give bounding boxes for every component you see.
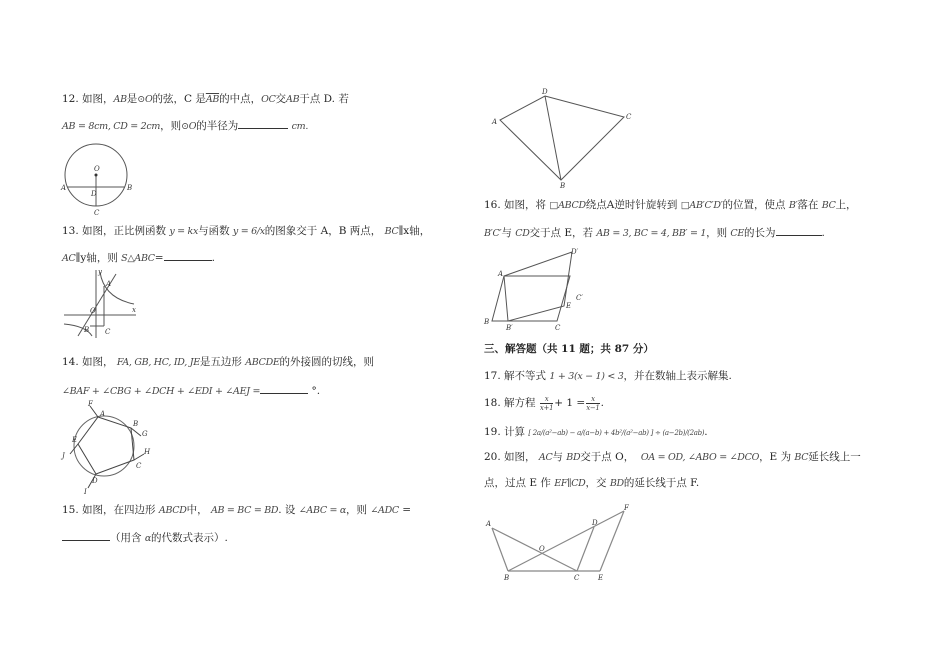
q14-text: 的外接圆的切线，则 [279,356,375,368]
fraction-denominator: x+1 [539,403,554,412]
q16-text: 落在 [797,199,819,211]
q13-text: ∥y轴，则 [75,252,118,264]
label-c-prime: C′ [576,294,583,302]
q15-math: AB = BC = BD [210,505,279,516]
circumcircle [74,416,134,476]
q15-math: ∠ADC [370,505,399,516]
q12-line1 [62,92,349,107]
q15-line1 [62,503,411,518]
label-f: F [624,504,629,512]
label-f: F [88,400,93,408]
q13-text: ∥x轴， [398,225,431,237]
label-a: A [492,118,498,126]
q20-text: ，E 为 [759,451,792,463]
label-o: O [539,545,545,553]
fraction-numerator: x [586,395,599,404]
q20-number: 20. 如图， [484,451,536,463]
q16-text: 上， [835,199,857,211]
q12-number: 12. 如图， [62,93,114,105]
q12-math: AB [286,94,300,105]
label-a: A [106,280,112,288]
label-e: E [598,574,604,582]
segment-bf [508,511,624,571]
q13-text: 的图象交于 A，B 两点， [264,225,382,237]
q14-math: ABCDE [245,357,280,368]
label-j: J [62,452,65,460]
q17-number: 17. 解不等式 [484,370,547,382]
q15-text: 中， [186,504,208,516]
q18-fraction-1 [540,395,553,412]
q13-number: 13. 如图，正比例函数 [62,225,167,237]
q16-number: 16. 如图，将 [484,199,547,211]
label-o: O [90,307,96,315]
label-c: C [136,462,142,470]
q19-line [484,425,708,440]
q12-circle-figure [58,140,138,220]
section-heading: 三、解答题（共 11 题；共 87 分） [484,343,654,355]
q14-pentagon-figure [58,402,154,494]
q14-line2 [62,383,320,399]
q16-math: □ABCD [549,200,586,211]
label-a: A [61,184,67,192]
q13-line2 [62,250,215,266]
label-c: C [626,113,632,121]
q20-line1 [484,450,861,465]
q12-math: AB = 8cm, CD = 2cm [62,121,161,132]
q15-text: （用含 [110,532,142,544]
q13-math: AC [62,253,76,264]
q16-math: B′C′ [484,228,502,239]
q13-graph-figure [60,268,140,340]
q14-math: FA, GB, HC, ID, JE [116,357,200,368]
q14-text: 是五边形 [199,356,242,368]
q20-text: 的延长线于点 F. [623,477,700,489]
q20-text: 点，过点 E 作 [484,477,551,489]
q15-text: . 设 [278,504,296,516]
tangent-gb [131,428,141,436]
q15-math: ∠ABC = α [298,505,347,516]
q18-end: . [600,397,604,409]
q15-line2 [62,530,228,546]
q12-text: 于点 D. 若 [299,93,349,105]
q13-text: = [154,252,164,264]
label-d: D [542,88,548,96]
q20-text: ，交 [585,477,607,489]
q12-unit: cm. [291,121,309,132]
segment-ef [600,511,624,571]
q13-math: BC [384,226,399,237]
q12-text: 交 [275,93,287,105]
q18-line [484,394,604,412]
label-d: D [92,477,98,485]
q12-text: 的半径为 [196,120,239,132]
q13-math: y = 6/x [232,226,265,237]
q13-math: y = kx [169,226,199,237]
q16-text: 绕点A逆时针旋转到 [585,199,678,211]
q16-parallelogram-figure [482,246,594,336]
q13-line1 [62,224,430,239]
parallelogram-ab-c-d [504,252,572,321]
q18-text: + 1 = [554,397,586,409]
q19-end: . [704,426,708,438]
label-b: B [133,420,139,428]
q20-figure [484,500,634,584]
q15-text: ，则 [346,504,368,516]
label-d: D [592,519,598,527]
q14-end: °. [311,385,321,397]
label-d-prime: D′ [571,248,579,256]
q15-number: 15. 如图，在四边形 [62,504,156,516]
label-g: G [142,430,148,438]
label-a: A [100,410,106,418]
label-i: I [84,488,87,496]
q12-text: 的中点， [219,93,262,105]
q15-math: α [144,533,151,544]
label-b: B [84,326,90,334]
diagonal-bd [545,96,561,180]
label-a: A [498,270,504,278]
q12-math: ⊙O [181,121,197,132]
label-b-prime: B′ [506,324,513,332]
q16-text: 的长为 [744,227,776,239]
q15-quadrilateral-figure [486,86,636,190]
fraction-numerator: x [540,395,553,404]
q16-text: 的位置，使点 [722,199,786,211]
q12-text: 的弦，C 是 [152,93,206,105]
q18-number: 18. 解方程 [484,397,536,409]
label-e: E [566,302,572,310]
q20-math: AC [538,452,553,463]
q19-math: [ 2a/(a²−ab) − a/(a−b) + 4b²/(a²−ab) ] ÷ (a−2b)/(2ab) [528,429,705,437]
q12-line2 [62,118,308,134]
q20-text: 交于点 O， [580,451,635,463]
q17-text: ，并在数轴上表示解集. [623,370,732,382]
q15-math: ABCD [158,505,187,516]
label-e: E [72,436,78,444]
label-c: C [555,324,561,332]
label-b: B [504,574,510,582]
label-x: x [132,306,136,314]
label-o: O [94,165,100,173]
q13-end: . [211,252,215,264]
q20-math: OA = OD, ∠ABO = ∠DCO [640,452,760,463]
label-c: C [105,328,111,336]
label-b: B [484,318,490,326]
q15-text: 的代数式表示）. [150,532,228,544]
q13-text: 与函数 [198,225,230,237]
label-d: D [91,190,97,198]
q20-line2 [484,476,699,491]
tangent-hc [134,454,144,460]
q12-text: 是 [126,93,138,105]
label-b: B [127,184,133,192]
label-c: C [574,574,580,582]
q16-math: AB = 3, BC = 4, BB′ = 1 [596,228,707,239]
q15-answer-blank [62,530,110,541]
q12-math: OC [261,94,276,105]
q13-answer-blank [164,250,212,261]
label-y: y [98,268,102,276]
q14-line1 [62,355,374,370]
parallelogram-abcd [492,276,570,321]
q20-text: 延长线上一 [808,451,861,463]
q16-math: BC [821,200,836,211]
q15-text: = [402,504,412,516]
q12-math: AB [113,94,127,105]
q16-math: B′ [788,200,798,211]
label-h: H [144,448,151,456]
q16-math: CE [730,228,745,239]
q20-math: BC [794,452,809,463]
q12-answer-blank [238,118,288,129]
q16-line2 [484,225,825,241]
label-b: B [560,182,566,190]
quadrilateral-abcd [500,96,624,180]
q16-text: ，则 [706,227,728,239]
fraction-denominator: x−1 [586,403,600,412]
label-a: A [486,520,492,528]
q17-line [484,369,732,384]
center-dot [95,174,98,177]
q14-number: 14. 如图， [62,356,114,368]
q20-text: 与 [552,451,563,463]
hyperbola-branch-1 [100,272,134,304]
q13-math: S△ABC [121,253,155,264]
q16-text: 与 [501,227,512,239]
q18-fraction-2 [586,395,599,412]
q16-answer-blank [776,225,822,236]
segment-ac [492,528,577,571]
q16-end: . [821,227,825,239]
label-c: C [94,209,100,217]
q12-text: ，则 [160,120,182,132]
q17-math: 1 + 3(x − 1) < 3 [549,371,624,382]
q20-math: BD [609,478,624,489]
q20-math: EF∥CD [554,478,586,489]
q16-text: 交于点 E，若 [529,227,594,239]
q12-math: ⊙O [137,94,153,105]
q16-line1 [484,198,857,213]
q20-math: BD [566,452,581,463]
q16-math: CD [515,228,530,239]
q14-answer-blank [260,383,308,394]
q19-number: 19. 计算 [484,426,526,438]
q16-math: □AB′C′D′ [680,200,723,211]
q12-math: $\overline{AB}$ [205,94,220,105]
q14-math: ∠BAF + ∠CBG + ∠DCH + ∠EDI + ∠AEJ = [62,386,261,397]
